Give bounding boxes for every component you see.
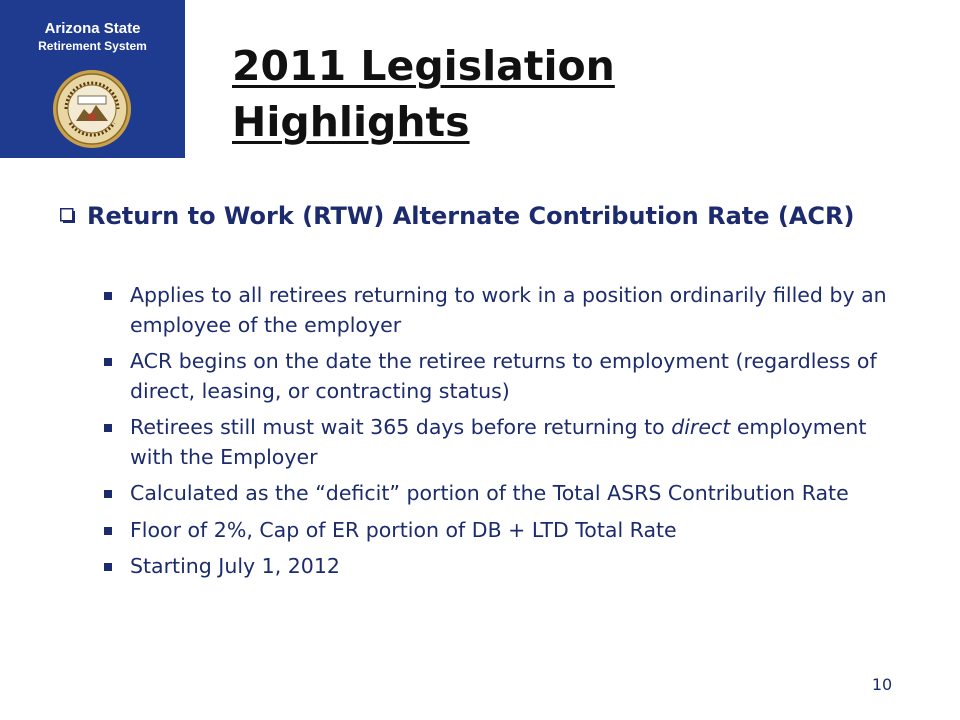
sub-bullet-item bbox=[102, 552, 902, 582]
emphasis-text: direct bbox=[671, 415, 731, 439]
sub-bullet-text: Retirees still must wait 365 days before returning to bbox=[130, 415, 665, 439]
square-bullet-icon bbox=[104, 563, 112, 571]
square-bullet-icon bbox=[104, 358, 112, 366]
main-bullet bbox=[60, 200, 880, 233]
sub-bullet-text: Floor of 2%, Cap of ER portion of DB + LTD Total Rate bbox=[130, 517, 677, 542]
sub-bullet-text: Calculated as the “deficit” portion of the Total ASRS Contribution Rate bbox=[130, 481, 849, 505]
sub-bullet-text: ACR begins on the date the retiree returns to employment (regardless of direct, leasing, or contracting status) bbox=[130, 349, 877, 403]
square-bullet-icon bbox=[104, 490, 112, 498]
sub-bullet-text: Applies to all retirees returning to work in a position ordinarily filled by an employee of the employer bbox=[130, 283, 887, 337]
square-bullet-icon bbox=[104, 527, 112, 535]
asrs-seal-icon bbox=[52, 69, 132, 149]
sub-bullet-list bbox=[102, 281, 902, 589]
header-logo-block bbox=[0, 0, 185, 158]
checkbox-bullet-icon bbox=[60, 208, 75, 223]
page-number: 10 bbox=[871, 675, 893, 694]
sub-bullet-item bbox=[102, 413, 902, 472]
square-bullet-icon bbox=[104, 292, 112, 300]
sub-bullet-item bbox=[102, 281, 902, 340]
sub-bullet-item bbox=[102, 347, 902, 406]
org-name-line1: Arizona State bbox=[44, 20, 141, 37]
org-name-line2: Retirement System bbox=[38, 39, 147, 53]
sub-bullet-item bbox=[102, 479, 902, 509]
square-bullet-icon bbox=[104, 424, 112, 432]
sub-bullet-item bbox=[102, 516, 902, 546]
sub-bullet-text-continued: employment with the Employer bbox=[130, 415, 867, 469]
sub-bullet-text: Starting July 1, 2012 bbox=[130, 554, 340, 578]
slide-title: 2011 Legislation Highlights bbox=[232, 42, 615, 146]
main-bullet-text: Return to Work (RTW) Alternate Contribution Rate (ACR) bbox=[87, 202, 855, 230]
